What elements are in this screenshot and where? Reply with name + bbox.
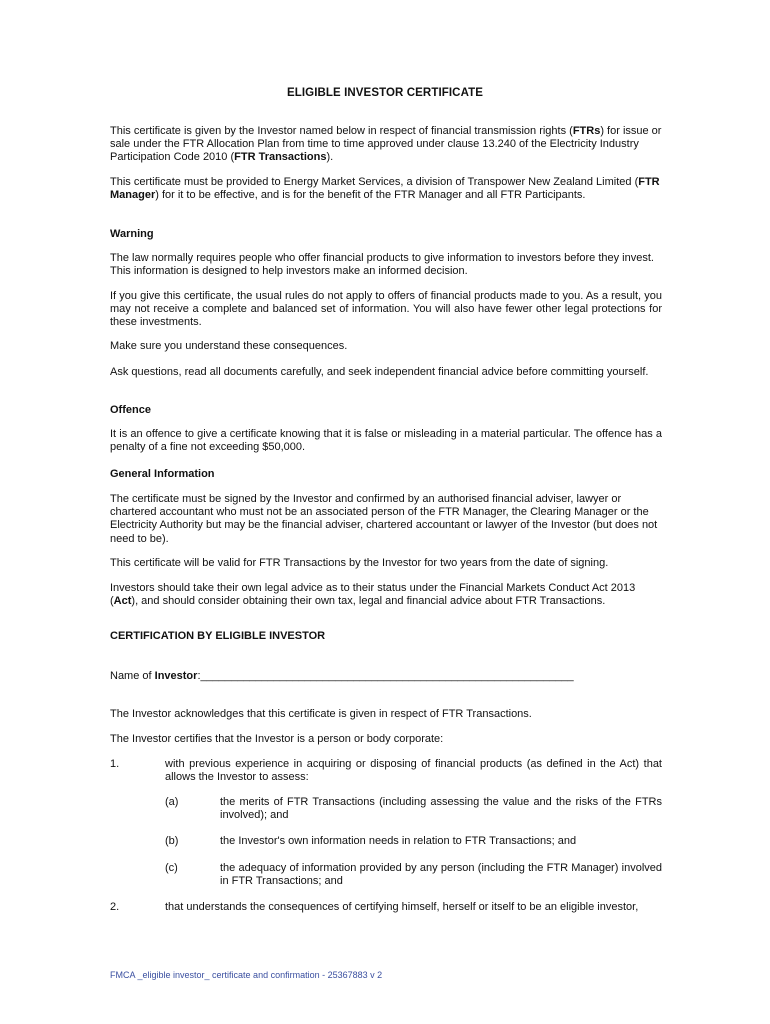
list-item-number: 1. [110, 758, 120, 770]
sub-item-label: (c) [165, 862, 178, 874]
investor-name-field[interactable]: Name of Investor:_____________________________________________________________ [110, 670, 574, 682]
certification-heading: CERTIFICATION BY ELIGIBLE INVESTOR [110, 630, 326, 642]
intro-paragraph-2: This certificate must be provided to Energy Market Services, a division of Transpower New Zealand Limited (FTR Manager) for it to be effective, and is for the benefit of the FTR Manager and all FTR Participants. [110, 176, 660, 202]
intro-paragraph-1: This certificate is given by the Investor named below in respect of financial transmission rights (FTRs) for issue or sale under the FTR Allocation Plan from time to time approved under clause 13.240 of the Electricity Industry Participation Code 2010 (FTR Transactions). [110, 125, 662, 164]
document-footer: FMCA _eligible investor_ certificate and confirmation - 25367883 v 2 [110, 970, 383, 980]
sub-item-text: the merits of FTR Transactions (including assessing the value and the risks of the FTRs involved); and [220, 796, 662, 822]
list-item-text: with previous experience in acquiring or disposing of financial products (as defined in the Act) that allows the Investor to assess: [165, 758, 662, 784]
sub-item-label: (a) [165, 796, 179, 808]
warning-paragraph-4: Ask questions, read all documents carefully, and seek independent financial advice before committing yourself. [110, 366, 649, 378]
warning-paragraph-1: The law normally requires people who offer financial products to give information to investors before they invest. This information is designed to help investors make an informed decision. [110, 252, 654, 278]
list-item-number: 2. [110, 901, 120, 913]
offence-paragraph: It is an offence to give a certificate knowing that it is false or misleading in a material particular. The offence has a penalty of a fine not exceeding $50,000. [110, 428, 662, 454]
general-paragraph-2: This certificate will be valid for FTR Transactions by the Investor for two years from the date of signing. [110, 557, 609, 569]
acknowledgement-paragraph: The Investor acknowledges that this certificate is given in respect of FTR Transactions. [110, 708, 532, 720]
general-information-heading: General Information [110, 468, 215, 480]
list-item-text: that understands the consequences of certifying himself, herself or itself to be an eligible investor, [165, 901, 639, 913]
certifies-paragraph: The Investor certifies that the Investor is a person or body corporate: [110, 733, 444, 745]
warning-heading: Warning [110, 228, 154, 240]
sub-item-text: the Investor's own information needs in relation to FTR Transactions; and [220, 835, 577, 847]
general-paragraph-3: Investors should take their own legal advice as to their status under the Financial Markets Conduct Act 2013 (Act), and should consider obtaining their own tax, legal and financial advice about FTR Transactions. [110, 582, 636, 608]
warning-paragraph-2: If you give this certificate, the usual rules do not apply to offers of financial products made to you. As a result, you may not receive a complete and balanced set of information. You will also have fewer other legal protections for these investments. [110, 290, 662, 329]
offence-heading: Offence [110, 404, 151, 416]
sub-item-text: the adequacy of information provided by any person (including the FTR Manager) involved in FTR Transactions; and [220, 862, 662, 888]
warning-paragraph-3: Make sure you understand these consequences. [110, 340, 348, 352]
document-title: ELIGIBLE INVESTOR CERTIFICATE [286, 87, 484, 99]
general-paragraph-1: The certificate must be signed by the Investor and confirmed by an authorised financial adviser, lawyer or chartered accountant who must not be an associated person of the FTR Manager, the Clearing Manager or the Electricity Authority but may be the financial adviser, chartered accountant or lawyer of the Investor (but does not need to be). [110, 493, 658, 545]
sub-item-label: (b) [165, 835, 179, 847]
